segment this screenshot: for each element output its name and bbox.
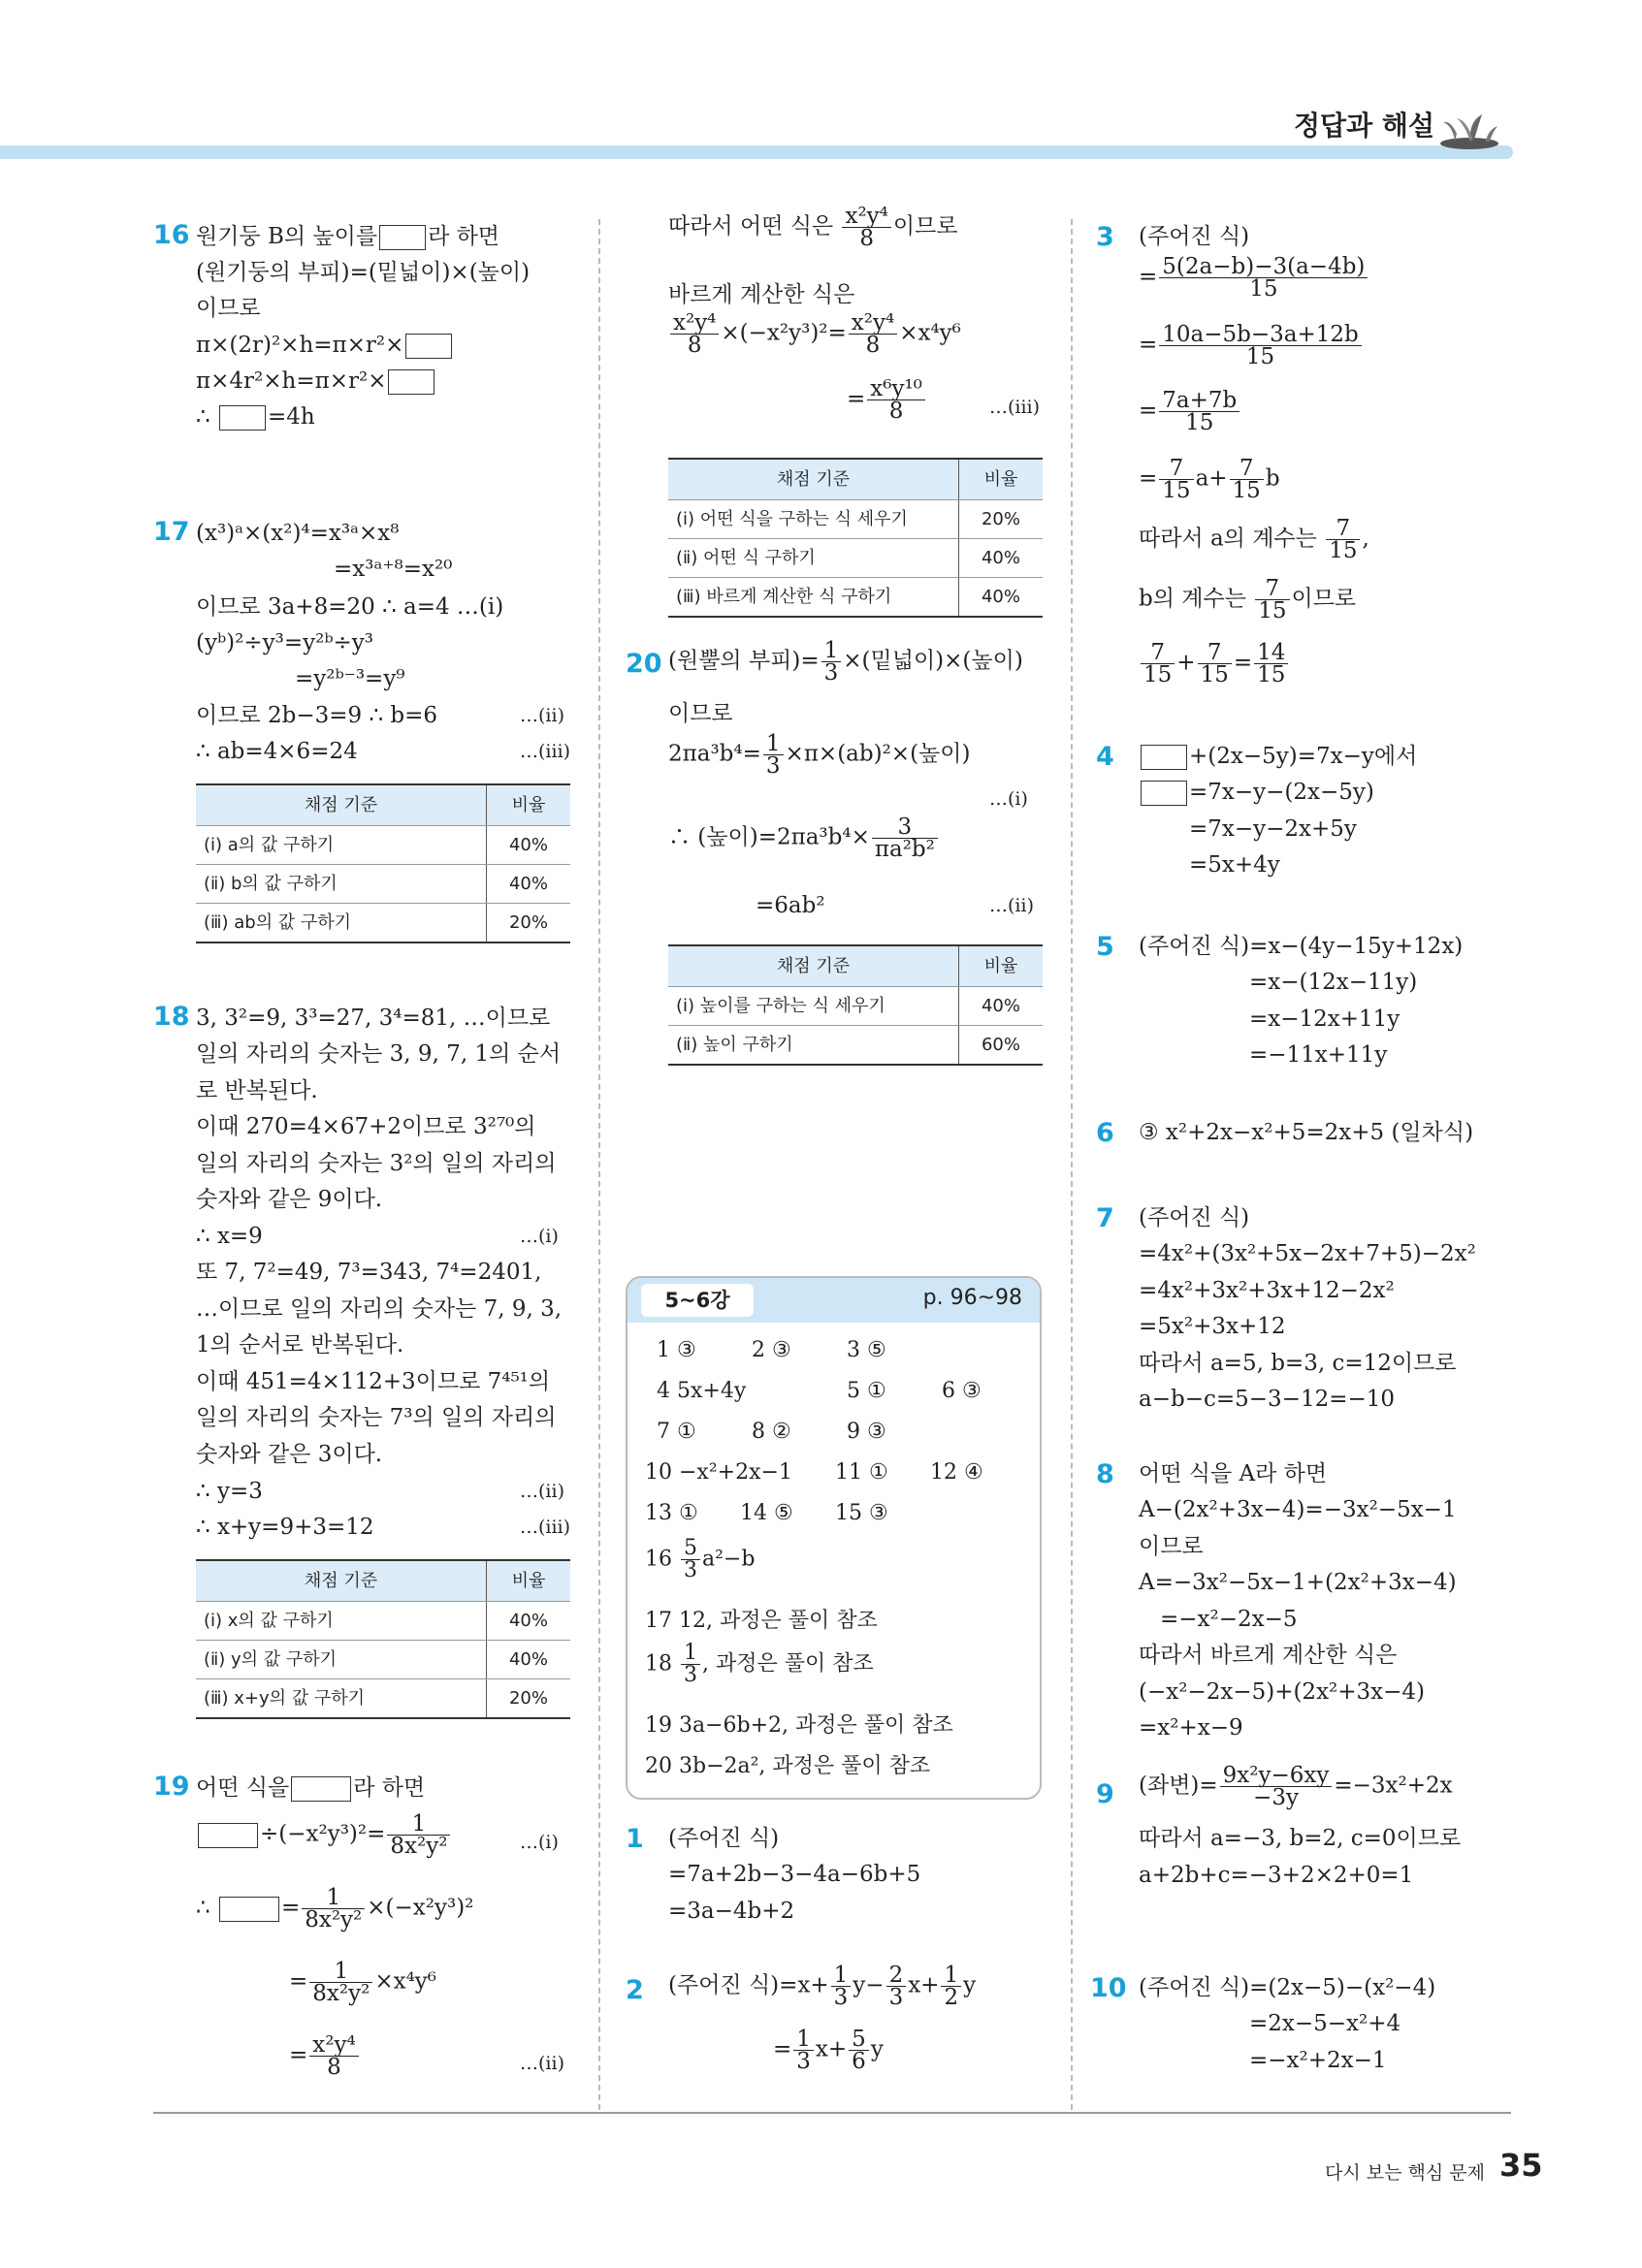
answer-item: 3 ⑤ xyxy=(847,1338,886,1362)
answer-box-header xyxy=(628,1278,1040,1323)
answer-item: 15 ③ xyxy=(835,1501,888,1525)
problem-number: 4 xyxy=(1096,742,1114,772)
problem-number: 18 xyxy=(153,1002,190,1032)
answer-item: 13 ① xyxy=(645,1501,698,1525)
lesson-tab: 5~6강 xyxy=(641,1284,754,1317)
blank-box xyxy=(405,334,452,359)
answer-item: 12 ④ xyxy=(930,1460,983,1485)
problem-number: 7 xyxy=(1096,1203,1114,1233)
blank-box xyxy=(379,225,426,250)
header-bar xyxy=(0,145,1513,159)
problem-number: 10 xyxy=(1090,1973,1127,2003)
blank-box xyxy=(219,405,266,431)
blank-box xyxy=(388,369,435,395)
answer-item: 14 ⑤ xyxy=(740,1501,793,1525)
answer-item: 16 $\frac{5}{3}$ a²−b xyxy=(645,1536,756,1582)
answer-item: 11 ① xyxy=(835,1460,888,1485)
table-row: (ⅰ) a의 값 구하기 40% xyxy=(196,826,570,865)
answer-summary-box xyxy=(626,1276,1042,1800)
scoring-table-17: 채점 기준 비율 (ⅰ) a의 값 구하기 40% (ⅱ) b의 값 구하기 40% (ⅲ) ab의 값 구하기 20% xyxy=(196,783,570,943)
scoring-table-18: 채점 기준 비율 (ⅰ) x의 값 구하기 40% (ⅱ) y의 값 구하기 40% (ⅲ) x+y의 값 구하기 20% xyxy=(196,1559,570,1719)
answer-item: 1 ③ xyxy=(657,1338,696,1362)
table-row: (ⅲ) x+y의 값 구하기 20% xyxy=(196,1679,570,1719)
scoring-table-20: 채점 기준 비율 (ⅰ) 높이를 구하는 식 세우기 40% (ⅱ) 높이 구하기 60% xyxy=(668,944,1043,1066)
answer-item: 18 $\frac{1}{3}$ , 과정은 풀이 참조 xyxy=(645,1641,874,1687)
problem-number: 20 xyxy=(626,649,662,679)
answer-item: 8 ② xyxy=(752,1420,791,1444)
problem-number: 19 xyxy=(153,1772,190,1802)
answer-item: 19 3a−6b+2, 과정은 풀이 참조 xyxy=(645,1713,953,1738)
answer-item: 7 ① xyxy=(657,1420,696,1444)
page-number: 35 xyxy=(1499,2147,1543,2184)
answer-item: 9 ③ xyxy=(847,1420,886,1444)
table-row: (ⅰ) x의 값 구하기 40% xyxy=(196,1602,570,1641)
problem-number: 3 xyxy=(1096,222,1114,252)
problem-number: 16 xyxy=(153,220,190,250)
answer-item: 10 −x²+2x−1 xyxy=(645,1460,792,1485)
column-divider-1 xyxy=(598,219,600,2110)
page-range: p. 96~98 xyxy=(922,1286,1022,1310)
answer-item: 20 3b−2a², 과정은 풀이 참조 xyxy=(645,1754,931,1778)
blank-box xyxy=(198,1823,258,1848)
answer-item: 4 5x+4y xyxy=(657,1379,747,1403)
answer-item: 6 ③ xyxy=(942,1379,982,1403)
footer-rule xyxy=(153,2112,1511,2114)
sprout-icon xyxy=(1435,105,1503,149)
table-row: (ⅰ) 높이를 구하는 식 세우기 40% xyxy=(668,987,1043,1026)
blank-box xyxy=(291,1776,351,1802)
scoring-table-19: 채점 기준 비율 (ⅰ) 어떤 식을 구하는 식 세우기 20% (ⅱ) 어떤 식 구하기 40% (ⅲ) 바르게 계산한 식 구하기 40% xyxy=(668,458,1043,618)
problem-number: 5 xyxy=(1096,932,1114,962)
column-divider-2 xyxy=(1071,219,1073,2110)
table-row: (ⅱ) y의 값 구하기 40% xyxy=(196,1641,570,1679)
table-row: (ⅱ) 높이 구하기 60% xyxy=(668,1026,1043,1066)
answer-item: 5 ① xyxy=(847,1379,886,1403)
blank-box xyxy=(219,1897,279,1922)
problem-number: 2 xyxy=(626,1975,644,2005)
problem-number: 6 xyxy=(1096,1118,1114,1148)
table-row: (ⅱ) b의 값 구하기 40% xyxy=(196,865,570,904)
table-row: (ⅲ) ab의 값 구하기 20% xyxy=(196,904,570,943)
answer-item: 2 ③ xyxy=(752,1338,791,1362)
problem-number: 1 xyxy=(626,1824,644,1854)
problem-number: 9 xyxy=(1096,1779,1114,1809)
footer-label: 다시 보는 핵심 문제 xyxy=(1325,2162,1485,2184)
blank-box xyxy=(1141,781,1187,806)
table-row: (ⅰ) 어떤 식을 구하는 식 세우기 20% xyxy=(668,500,1043,539)
answer-item: 17 12, 과정은 풀이 참조 xyxy=(645,1609,878,1633)
header-title: 정답과 해설 xyxy=(1294,110,1434,142)
problem-number: 17 xyxy=(153,517,190,547)
table-row: (ⅱ) 어떤 식 구하기 40% xyxy=(668,539,1043,578)
blank-box xyxy=(1141,745,1187,770)
table-row: (ⅲ) 바르게 계산한 식 구하기 40% xyxy=(668,578,1043,618)
problem-number: 8 xyxy=(1096,1459,1114,1489)
